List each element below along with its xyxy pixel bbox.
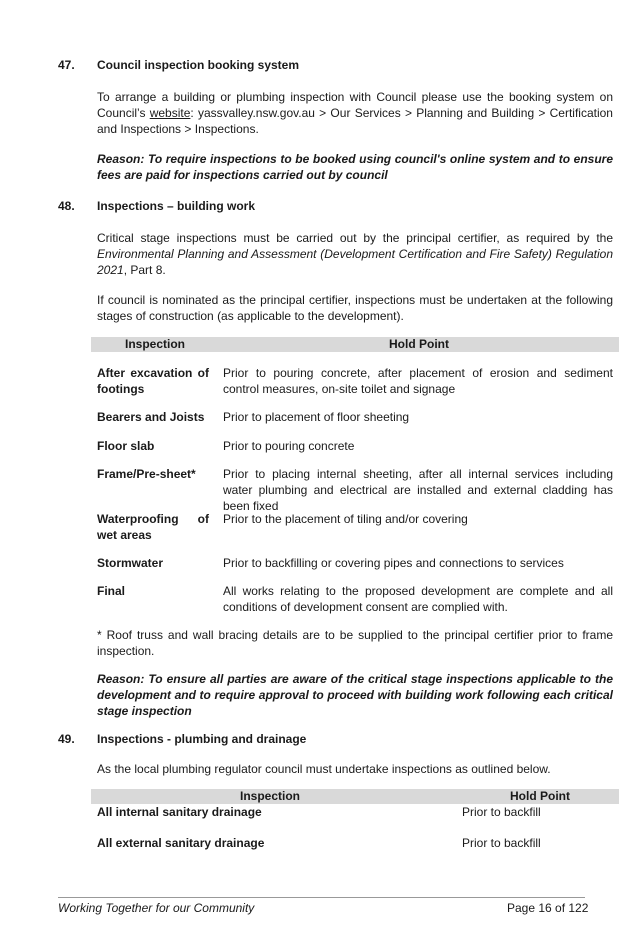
section-48-reason: Reason: To ensure all parties are aware of the critical stage inspections applicable to the development and to require approval to proceed with building work following each critical stage inspection	[97, 672, 613, 718]
footer-slogan: Working Together for our Community	[58, 901, 255, 915]
hold-point: Prior to pouring concrete	[223, 439, 355, 453]
section-48-footnote: * Roof truss and wall bracing details are to be supplied to the principal certifier prior to frame inspection.	[97, 628, 613, 658]
section-49-heading	[58, 732, 306, 746]
section-48-heading	[58, 199, 255, 213]
regulation-title: Environmental Planning and Assessment (Development Certification and Fire Safety) Regulation 2021	[97, 247, 613, 277]
inspection-stage: All external sanitary drainage	[97, 836, 265, 850]
hold-point: Prior to backfilling or covering pipes and connections to services	[223, 556, 564, 570]
paragraph-text: : yassvalley.nsw.gov.au > Our Services > Planning and Building > Certification and Inspections > Inspections.	[97, 106, 613, 136]
website-link[interactable]: website	[149, 106, 191, 120]
section-47-reason: Reason: To require inspections to be booked using council's online system and to ensure fees are paid for inspections carried out by council	[97, 152, 613, 182]
inspection-stage: Bearers and Joists	[97, 410, 205, 424]
hold-point: Prior to placement of floor sheeting	[223, 410, 410, 424]
hold-point: Prior to backfill	[462, 836, 541, 850]
hold-point: Prior to the placement of tiling and/or covering	[223, 512, 468, 526]
page-number: Page 16 of 122	[507, 901, 589, 915]
section-number: 47.	[58, 58, 75, 72]
inspection-stage: Floor slab	[97, 439, 155, 453]
section-title: Council inspection booking system	[97, 58, 300, 72]
inspection-stage: All internal sanitary drainage	[97, 805, 262, 819]
hold-point: All works relating to the proposed development are complete and all conditions of development consent are complied with.	[223, 584, 613, 614]
hold-point: Prior to placing internal sheeting, after all internal services including water plumbing and electrical are installed and external cladding has been fixed	[223, 467, 613, 513]
section-title: Inspections – building work	[97, 199, 256, 213]
section-number: 48.	[58, 199, 75, 213]
inspection-stage: Stormwater	[97, 556, 164, 570]
paragraph-text: To arrange a building or plumbing inspection with Council please use the booking system on Council’s	[97, 90, 613, 120]
inspection-stage: After excavation of footings	[97, 366, 209, 396]
section-number: 49.	[58, 732, 75, 746]
column-header-hold-point: Hold Point	[389, 337, 449, 351]
section-47-paragraph	[97, 89, 613, 137]
paragraph-text: , Part 8.	[123, 263, 166, 277]
inspection-stage: Final	[97, 584, 126, 598]
column-header-inspection: Inspection	[240, 789, 301, 803]
footer-divider	[58, 897, 585, 898]
inspection-stage: Waterproofing of wet areas	[97, 512, 209, 542]
hold-point: Prior to backfill	[462, 805, 541, 819]
column-header-hold-point: Hold Point	[510, 789, 570, 803]
section-47-heading	[58, 58, 299, 72]
section-49-paragraph: As the local plumbing regulator council must undertake inspections as outlined below.	[97, 762, 551, 776]
section-title: Inspections - plumbing and drainage	[97, 732, 307, 746]
paragraph-text: Critical stage inspections must be carried out by the principal certifier, as required by the	[97, 231, 613, 245]
column-header-inspection: Inspection	[125, 337, 186, 351]
hold-point: Prior to pouring concrete, after placement of erosion and sediment control measures, on-site toilet and signage	[223, 366, 613, 396]
plumbing-table-header	[91, 789, 619, 804]
building-table-header	[91, 337, 619, 352]
section-48-paragraph-2: If council is nominated as the principal certifier, inspections must be undertaken at the following stages of construction (as applicable to the development).	[97, 293, 613, 323]
inspection-stage: Frame/Pre-sheet*	[97, 467, 196, 481]
section-48-paragraph-1	[97, 230, 613, 278]
